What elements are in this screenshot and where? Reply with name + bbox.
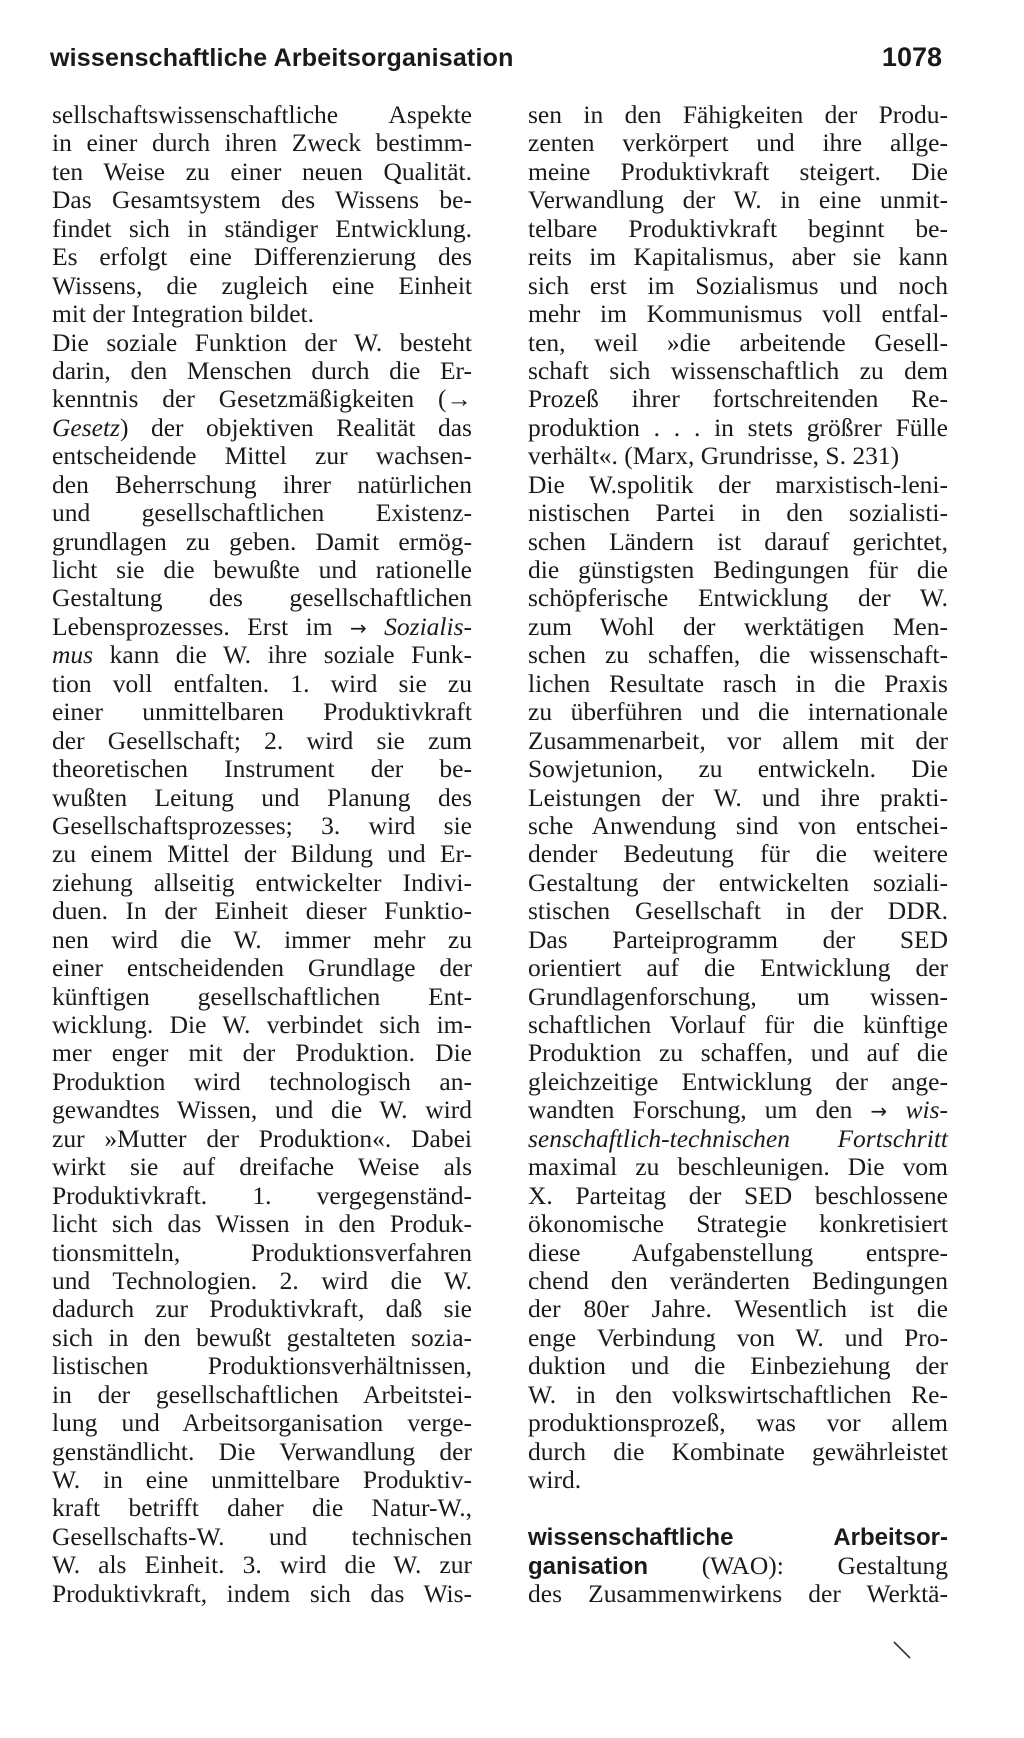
stray-mark-icon bbox=[892, 1640, 914, 1662]
text-line: verhält«. (Marx, Grundrisse, S. 231) bbox=[528, 441, 900, 471]
text-line: wirkt sie auf dreifache Weise als bbox=[52, 1152, 472, 1182]
text-line: duen. In der Einheit dieser Funktio- bbox=[52, 896, 472, 926]
text-line: X. Parteitag der SED beschlossene bbox=[528, 1180, 948, 1210]
text-line: Gestaltung der entwickelten soziali- bbox=[528, 867, 948, 897]
text-line: kraft betrifft daher die Natur-W., bbox=[52, 1493, 472, 1523]
text-line: Es erfolgt eine Differenzierung des bbox=[52, 242, 472, 272]
left-lines-1 bbox=[52, 101, 472, 414]
text-line: Gesellschafts-W. und technischen bbox=[52, 1521, 472, 1551]
entry-headword-line bbox=[528, 1552, 948, 1580]
cross-reference[interactable]: senschaftlich-technischen Fortschritt bbox=[528, 1123, 948, 1153]
text-line: sen in den Fähigkeiten der Produ- bbox=[528, 100, 948, 129]
text-line: grundlagen zu geben. Damit ermög- bbox=[52, 526, 472, 556]
text-line: Grundlagenforschung, um wissen- bbox=[528, 981, 948, 1011]
text-line-with-reference bbox=[52, 641, 472, 669]
page-number: 1078 bbox=[881, 42, 942, 72]
text-line: reits im Kapitalismus, aber sie kann bbox=[528, 242, 948, 272]
text-line: ökonomische Strategie konkretisiert bbox=[528, 1209, 948, 1239]
text-line: schöpferische Entwicklung der W. bbox=[528, 583, 948, 613]
text-line: Produktivkraft. 1. vergegenständ- bbox=[52, 1180, 472, 1210]
text-line: orientiert auf die Entwicklung der bbox=[528, 953, 948, 983]
text-line: dadurch zur Produktivkraft, daß sie bbox=[52, 1294, 472, 1324]
text-line: telbare Produktivkraft beginnt be- bbox=[528, 213, 948, 243]
text-line: enge Verbindung von W. und Pro- bbox=[528, 1322, 948, 1352]
text-fragment: kann die W. ihre soziale Funk- bbox=[93, 640, 472, 670]
entry-spacer bbox=[528, 1494, 948, 1523]
text-line: schen zu schaffen, die wissenschaft- bbox=[528, 640, 948, 670]
text-line: stischen Gesellschaft in der DDR. bbox=[528, 896, 948, 926]
text-line: zum Wohl der werktätigen Men- bbox=[528, 611, 948, 641]
text-line: sich in den bewußt gestalteten sozia- bbox=[52, 1322, 472, 1352]
text-line: W. in den volkswirtschaftlichen Re- bbox=[528, 1379, 948, 1409]
text-line: licht sich das Wissen in den Produk- bbox=[52, 1209, 472, 1239]
dictionary-entry bbox=[528, 1523, 948, 1608]
text-line: die günstigsten Bedingungen für die bbox=[528, 555, 948, 584]
text-line: nen wird die W. immer mehr zu bbox=[52, 924, 472, 954]
text-line: Produktion zu schaffen, und auf die bbox=[528, 1038, 948, 1068]
arrow-icon: → bbox=[349, 615, 367, 640]
text-line: wußten Leitung und Planung des bbox=[52, 782, 472, 812]
text-line: schaft sich wissenschaftlich zu dem bbox=[528, 355, 948, 385]
text-line: nistischen Partei in den sozialisti- bbox=[528, 498, 948, 528]
text-line: lung und Arbeitsorganisation verge- bbox=[52, 1408, 472, 1438]
text-line: diese Aufgabenstellung entspre- bbox=[528, 1237, 948, 1267]
cross-reference[interactable]: Gesetz bbox=[52, 412, 120, 442]
text-line: der Gesellschaft; 2. wird sie zum bbox=[52, 725, 472, 755]
text-line: Gestaltung des gesellschaftlichen bbox=[52, 583, 472, 613]
text-line: entscheidende Mittel zur wachsen- bbox=[52, 441, 472, 471]
text-line: und Technologien. 2. wird die W. bbox=[52, 1265, 472, 1295]
text-line: einer entscheidenden Grundlage der bbox=[52, 953, 472, 983]
text-line: Leistungen der W. und ihre prakti- bbox=[528, 782, 948, 812]
text-line: W. in eine unmittelbare Produktiv- bbox=[52, 1465, 472, 1494]
cross-reference[interactable]: wis- bbox=[887, 1095, 948, 1125]
text-line: dender Bedeutung für die weitere bbox=[528, 839, 948, 869]
entry-headword-line bbox=[528, 1523, 948, 1551]
text-line-with-reference bbox=[52, 414, 472, 442]
text-line-with-reference bbox=[528, 1125, 948, 1153]
text-line: und gesellschaftlichen Existenz- bbox=[52, 498, 472, 528]
text-line: wird. bbox=[528, 1465, 582, 1494]
entry-headword: wissenschaftliche Arbeitsor- bbox=[528, 1524, 948, 1552]
right-lines-2 bbox=[528, 1153, 948, 1494]
text-line: Verwandlung der W. in eine unmit- bbox=[528, 185, 948, 215]
text-line: tion voll entfalten. 1. wird sie zu bbox=[52, 668, 472, 698]
text-line: lichen Resultate rasch in die Praxis bbox=[528, 668, 948, 698]
text-line: tionsmitteln, Produktionsverfahren bbox=[52, 1237, 472, 1267]
text-fragment: ) der objektiven Realität das bbox=[119, 412, 472, 442]
text-line: chend den veränderten Bedingungen bbox=[528, 1265, 948, 1295]
text-line: künftigen gesellschaftlichen Ent- bbox=[52, 981, 472, 1011]
left-lines-3 bbox=[52, 670, 472, 1608]
text-line: Zusammenarbeit, vor allem mit der bbox=[528, 725, 948, 755]
text-line: sche Anwendung sind von entschei- bbox=[528, 810, 948, 840]
text-line: wicklung. Die W. verbindet sich im- bbox=[52, 1010, 472, 1039]
text-line: genständlicht. Die Verwandlung der bbox=[52, 1436, 472, 1466]
text-line: duktion und die Einbeziehung der bbox=[528, 1351, 948, 1381]
text-line: meine Produktivkraft steigert. Die bbox=[528, 156, 948, 186]
cross-reference[interactable]: Sozialis- bbox=[366, 611, 472, 641]
text-line: durch die Kombinate gewährleistet bbox=[528, 1436, 948, 1466]
text-line: Produktivkraft, indem sich das Wis- bbox=[52, 1578, 472, 1608]
text-line: ten Weise zu einer neuen Qualität. bbox=[52, 156, 472, 186]
text-line: gewandtes Wissen, und die W. wird bbox=[52, 1095, 472, 1125]
text-line: Gesellschaftsprozesses; 3. wird sie bbox=[52, 810, 472, 840]
entry-definition: (WAO): Gestaltung bbox=[648, 1550, 948, 1580]
arrow-icon: → bbox=[870, 1099, 888, 1124]
text-line-with-reference bbox=[528, 1096, 948, 1124]
text-fragment: Lebensprozesses. Erst im bbox=[52, 611, 350, 641]
text-line: zur »Mutter der Produktion«. Dabei bbox=[52, 1123, 472, 1153]
text-line: Wissens, die zugleich eine Einheit bbox=[52, 270, 472, 300]
text-line: in der gesellschaftlichen Arbeitstei- bbox=[52, 1379, 472, 1409]
text-line: produktion . . . in stets größrer Fülle bbox=[528, 412, 948, 442]
text-line: Prozeß ihrer fortschreitenden Re- bbox=[528, 384, 948, 414]
text-line: ziehung allseitig entwickelter Indivi- bbox=[52, 867, 472, 897]
text-line: listischen Produktionsverhältnissen, bbox=[52, 1351, 472, 1381]
text-line: Sowjetunion, zu entwickeln. Die bbox=[528, 754, 948, 784]
text-line: ten, weil »die arbeitende Gesell- bbox=[528, 327, 948, 357]
text-line: schen Ländern ist darauf gerichtet, bbox=[528, 526, 948, 556]
text-line: mehr im Kommunismus voll entfal- bbox=[528, 299, 948, 329]
right-text-column bbox=[528, 101, 948, 1609]
text-line: Das Gesamtsystem des Wissens be- bbox=[52, 185, 472, 215]
text-line: Die soziale Funktion der W. besteht bbox=[52, 327, 472, 357]
text-line: darin, den Menschen durch die Er- bbox=[52, 355, 472, 385]
text-line: in einer durch ihren Zweck bestimm- bbox=[52, 128, 472, 158]
entry-definition: des Zusammenwirkens der Werktä- bbox=[528, 1579, 948, 1609]
text-line-with-reference bbox=[52, 613, 472, 641]
text-line: Produktion wird technologisch an- bbox=[52, 1066, 472, 1096]
cross-reference[interactable]: mus bbox=[52, 640, 94, 670]
text-line: den Beherrschung ihrer natürlichen bbox=[52, 469, 472, 499]
text-line: kenntnis der Gesetzmäßigkeiten (→ bbox=[52, 384, 472, 414]
text-line: sellschaftswissenschaftliche Aspekte bbox=[52, 100, 472, 129]
text-line: gleichzeitige Entwicklung der ange- bbox=[528, 1066, 948, 1096]
text-line: der 80er Jahre. Wesentlich ist die bbox=[528, 1294, 948, 1324]
text-line: mit der Integration bildet. bbox=[52, 299, 315, 329]
text-line: zu überführen und die internationale bbox=[528, 697, 948, 727]
right-lines-1 bbox=[528, 101, 948, 1096]
text-line: mer enger mit der Produktion. Die bbox=[52, 1038, 472, 1068]
text-line: sich erst im Sozialismus und noch bbox=[528, 270, 948, 300]
text-line: licht sie die bewußte und rationelle bbox=[52, 555, 472, 584]
text-line: produktionsprozeß, was vor allem bbox=[528, 1408, 948, 1438]
text-line: Die W.spolitik der marxistisch-leni- bbox=[528, 469, 948, 499]
left-text-column bbox=[52, 101, 472, 1608]
text-line: theoretischen Instrument der be- bbox=[52, 754, 472, 784]
text-line: einer unmittelbaren Produktivkraft bbox=[52, 697, 472, 727]
text-line: schaftlichen Vorlauf für die künftige bbox=[528, 1010, 948, 1039]
text-line: zenten verkörpert und ihre allge- bbox=[528, 128, 948, 158]
text-line: zu einem Mittel der Bildung und Er- bbox=[52, 839, 472, 869]
text-line: findet sich in ständiger Entwicklung. bbox=[52, 213, 472, 243]
text-line: W. als Einheit. 3. wird die W. zur bbox=[52, 1550, 472, 1580]
text-line: maximal zu beschleunigen. Die vom bbox=[528, 1152, 948, 1182]
running-header-title: wissenschaftliche Arbeitsorganisation bbox=[50, 44, 514, 72]
text-line: Das Parteiprogramm der SED bbox=[528, 924, 948, 954]
text-fragment: wandten Forschung, um den bbox=[528, 1095, 871, 1125]
entry-headword: ganisation bbox=[528, 1552, 649, 1580]
